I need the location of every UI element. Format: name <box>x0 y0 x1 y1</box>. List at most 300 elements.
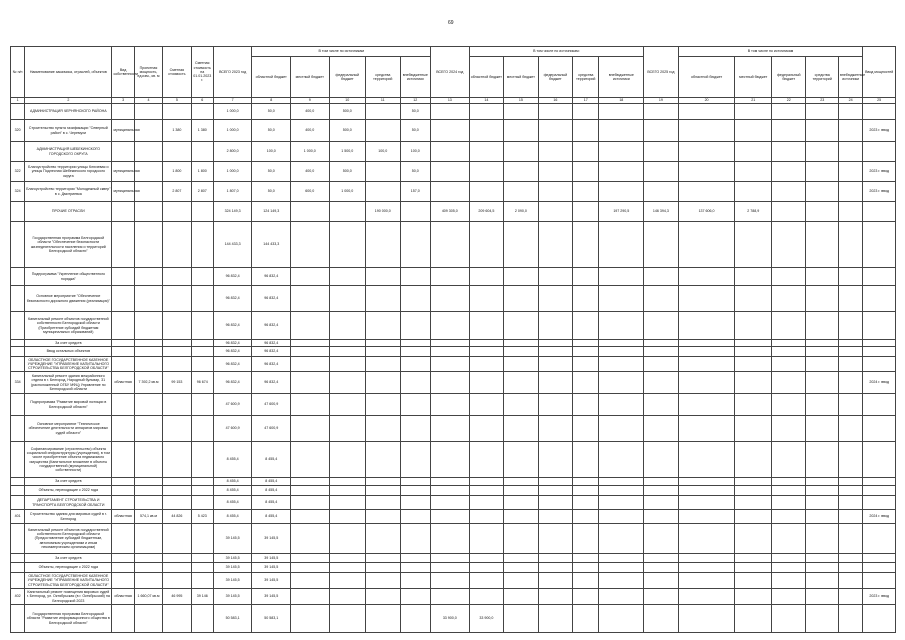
table-cell: 400,0 <box>290 104 329 120</box>
table-cell: муниципальная <box>112 162 134 182</box>
table-cell <box>838 286 862 312</box>
table-row <box>11 573 896 589</box>
table-cell <box>599 416 644 442</box>
table-cell <box>163 478 191 486</box>
table-cell <box>599 340 644 347</box>
table-cell <box>163 312 191 340</box>
table-cell: 2023 г. ввод <box>863 120 896 142</box>
table-cell <box>771 372 806 394</box>
table-cell: 39 145,5 <box>252 554 291 563</box>
table-cell <box>11 573 25 589</box>
table-cell <box>771 357 806 372</box>
table-cell <box>538 486 573 496</box>
table-cell <box>112 347 134 357</box>
table-cell <box>538 563 573 573</box>
table-cell <box>163 605 191 633</box>
table-cell: 50,0 <box>252 162 291 182</box>
table-cell <box>678 120 735 142</box>
table-cell <box>735 563 772 573</box>
table-cell <box>366 120 401 142</box>
table-cell <box>644 372 679 394</box>
table-cell <box>771 563 806 573</box>
table-cell <box>806 416 838 442</box>
table-cell: 2 090,0 <box>504 202 539 222</box>
table-cell <box>290 478 329 486</box>
table-cell <box>771 142 806 162</box>
col-header: областной бюджет <box>252 57 291 98</box>
table-cell <box>573 142 599 162</box>
table-cell <box>573 222 599 268</box>
table-cell <box>469 589 504 605</box>
table-cell <box>504 442 539 478</box>
table-cell <box>163 202 191 222</box>
table-cell <box>678 416 735 442</box>
table-cell: 500,0 <box>329 162 366 182</box>
table-cell <box>806 142 838 162</box>
table-cell <box>431 589 470 605</box>
table-cell <box>134 605 162 633</box>
table-cell <box>771 442 806 478</box>
row-title-cell: Ввод остальных объектов <box>25 347 112 357</box>
table-row <box>11 416 896 442</box>
table-cell <box>134 286 162 312</box>
table-cell <box>504 510 539 524</box>
table-cell: 50,0 <box>252 182 291 202</box>
table-cell <box>163 563 191 573</box>
table-cell <box>366 589 401 605</box>
table-cell <box>599 605 644 633</box>
table-cell <box>806 162 838 182</box>
table-cell <box>573 357 599 372</box>
table-row <box>11 605 896 633</box>
table-cell <box>11 416 25 442</box>
table-cell <box>863 286 896 312</box>
table-cell <box>134 357 162 372</box>
table-cell: 50 583,1 <box>252 605 291 633</box>
table-cell: 39 145,5 <box>213 524 252 554</box>
table-cell: 8 455,4 <box>252 478 291 486</box>
group-header-2025: В том числе по источникам <box>678 47 863 57</box>
page-number: 69 <box>448 20 454 26</box>
table-cell <box>838 510 862 524</box>
column-number: 13 <box>431 98 470 104</box>
table-row <box>11 347 896 357</box>
table-cell <box>599 357 644 372</box>
table-cell <box>290 563 329 573</box>
table-cell <box>431 372 470 394</box>
table-cell <box>504 478 539 486</box>
table-cell <box>538 510 573 524</box>
table-cell <box>573 372 599 394</box>
table-cell <box>838 202 862 222</box>
table-cell <box>863 442 896 478</box>
table-cell <box>735 486 772 496</box>
table-cell <box>469 510 504 524</box>
table-row <box>11 222 896 268</box>
table-cell <box>400 563 431 573</box>
col-header: Наименование заказчика, отраслей, объектов <box>25 47 112 98</box>
table-cell <box>838 162 862 182</box>
table-cell <box>112 478 134 486</box>
table-cell <box>806 554 838 563</box>
table-cell <box>838 142 862 162</box>
table-cell <box>573 510 599 524</box>
table-cell: 2 800,0 <box>213 142 252 162</box>
table-cell: 96 832,4 <box>213 357 252 372</box>
table-cell <box>112 416 134 442</box>
table-cell: 39 145,5 <box>213 589 252 605</box>
table-cell <box>573 573 599 589</box>
col-header: Ввод мощностей <box>863 47 896 98</box>
table-cell <box>771 416 806 442</box>
table-cell <box>504 605 539 633</box>
table-cell <box>431 416 470 442</box>
table-cell <box>400 340 431 347</box>
table-cell <box>599 524 644 554</box>
table-cell <box>573 312 599 340</box>
table-cell: 1 807,0 <box>213 182 252 202</box>
table-cell <box>771 524 806 554</box>
table-cell <box>644 510 679 524</box>
table-cell <box>191 496 213 510</box>
table-cell <box>329 202 366 222</box>
table-cell <box>644 524 679 554</box>
row-title-cell: Объекты, переходящие с 2022 года <box>25 563 112 573</box>
table-cell <box>599 496 644 510</box>
table-cell: 334 <box>11 372 25 394</box>
table-cell <box>538 268 573 286</box>
table-cell <box>504 486 539 496</box>
table-cell <box>11 486 25 496</box>
table-cell <box>735 573 772 589</box>
row-title-cell: Благоустройство территории улицы Ключевая и улицы Подлесная Шебекинского городского округа <box>25 162 112 182</box>
table-cell <box>11 340 25 347</box>
table-cell <box>838 486 862 496</box>
table-cell <box>163 104 191 120</box>
table-cell <box>134 496 162 510</box>
table-cell <box>290 605 329 633</box>
table-row <box>11 120 896 142</box>
table-cell: 400,0 <box>290 162 329 182</box>
table-cell <box>400 605 431 633</box>
table-cell <box>134 142 162 162</box>
table-cell <box>735 510 772 524</box>
table-cell <box>11 142 25 162</box>
table-cell <box>806 510 838 524</box>
table-cell <box>599 162 644 182</box>
table-cell <box>838 563 862 573</box>
table-row <box>11 442 896 478</box>
table-cell <box>400 372 431 394</box>
table-cell <box>771 589 806 605</box>
table-cell <box>329 510 366 524</box>
table-cell: 1 000,0 <box>290 142 329 162</box>
table-cell <box>290 573 329 589</box>
table-cell <box>112 104 134 120</box>
table-cell <box>771 510 806 524</box>
table-cell <box>290 357 329 372</box>
table-cell: 39 146 <box>191 589 213 605</box>
column-number: 9 <box>290 98 329 104</box>
table-cell <box>863 563 896 573</box>
table-cell <box>290 589 329 605</box>
table-cell <box>11 202 25 222</box>
table-cell <box>573 478 599 486</box>
table-cell <box>112 563 134 573</box>
table-cell <box>573 554 599 563</box>
row-title-cell: Основное мероприятие "Техническое обеспечение деятельности аппаратов мировых судей области" <box>25 416 112 442</box>
table-cell <box>771 478 806 486</box>
table-cell: 96 832,4 <box>213 286 252 312</box>
table-cell: 8 455,4 <box>252 442 291 478</box>
table-cell: 324 <box>11 182 25 202</box>
table-cell <box>735 162 772 182</box>
table-cell <box>504 162 539 182</box>
table-cell <box>678 104 735 120</box>
table-cell <box>678 573 735 589</box>
table-cell <box>735 605 772 633</box>
table-cell <box>599 510 644 524</box>
table-cell <box>11 524 25 554</box>
table-cell <box>366 496 401 510</box>
table-cell <box>11 104 25 120</box>
col-header: ВСЕГО 2025 год <box>644 47 679 98</box>
table-cell <box>599 573 644 589</box>
table-cell <box>678 347 735 357</box>
table-cell: 8 455,4 <box>213 510 252 524</box>
table-cell <box>863 104 896 120</box>
table-cell <box>599 589 644 605</box>
column-number: 23 <box>806 98 838 104</box>
table-cell: 1 500,0 <box>329 142 366 162</box>
table-cell <box>735 496 772 510</box>
table-cell <box>469 104 504 120</box>
col-header: Сметная стоимость <box>163 47 191 98</box>
col-header: внебюджетные источники <box>400 57 431 98</box>
table-cell <box>400 268 431 286</box>
table-cell <box>504 589 539 605</box>
table-cell: 401 <box>11 510 25 524</box>
table-cell <box>112 222 134 268</box>
table-cell <box>735 222 772 268</box>
column-number: 15 <box>504 98 539 104</box>
table-cell <box>771 554 806 563</box>
table-cell <box>678 605 735 633</box>
table-cell: 157,0 <box>400 182 431 202</box>
table-row <box>11 478 896 486</box>
table-cell <box>806 478 838 486</box>
col-header: внебюджетные источники <box>838 57 862 98</box>
table-row <box>11 312 896 340</box>
table-cell <box>538 416 573 442</box>
table-cell <box>838 442 862 478</box>
table-cell: 1 660,07 кв.м <box>134 589 162 605</box>
table-row <box>11 340 896 347</box>
table-cell <box>644 182 679 202</box>
table-cell <box>191 524 213 554</box>
table-cell <box>112 357 134 372</box>
table-cell <box>112 286 134 312</box>
table-cell <box>112 554 134 563</box>
table-cell: 8 455,4 <box>213 442 252 478</box>
group-header-2023: В том числе по источникам <box>252 47 431 57</box>
table-cell <box>329 286 366 312</box>
table-cell: 8 455,4 <box>213 486 252 496</box>
table-row <box>11 142 896 162</box>
table-cell <box>678 524 735 554</box>
table-cell <box>290 442 329 478</box>
table-cell <box>163 394 191 416</box>
table-cell <box>644 554 679 563</box>
table-cell <box>400 394 431 416</box>
table-cell <box>431 478 470 486</box>
table-cell <box>469 394 504 416</box>
table-cell <box>838 554 862 563</box>
table-cell <box>806 442 838 478</box>
table-cell <box>191 340 213 347</box>
table-cell <box>838 416 862 442</box>
column-number: 18 <box>599 98 644 104</box>
table-cell <box>329 486 366 496</box>
table-cell: 39 145,5 <box>252 573 291 589</box>
col-header: средства территорий <box>366 57 401 98</box>
table-cell <box>538 182 573 202</box>
table-cell <box>504 104 539 120</box>
table-cell <box>11 357 25 372</box>
table-cell <box>863 478 896 486</box>
table-cell <box>366 554 401 563</box>
table-cell <box>469 340 504 347</box>
table-cell <box>329 312 366 340</box>
table-cell <box>112 268 134 286</box>
col-header: областной бюджет <box>469 57 504 98</box>
table-cell <box>469 142 504 162</box>
table-cell <box>735 589 772 605</box>
table-cell <box>290 510 329 524</box>
table-cell <box>599 394 644 416</box>
table-cell <box>538 573 573 589</box>
table-cell: 44 826 <box>163 510 191 524</box>
table-cell <box>838 222 862 268</box>
table-cell <box>290 286 329 312</box>
table-cell: 100,0 <box>400 142 431 162</box>
table-cell <box>191 286 213 312</box>
table-cell: 50,0 <box>252 120 291 142</box>
table-cell <box>366 442 401 478</box>
table-cell <box>599 268 644 286</box>
table-cell <box>771 162 806 182</box>
table-cell <box>678 268 735 286</box>
table-cell: муниципальная <box>112 120 134 142</box>
table-row <box>11 496 896 510</box>
table-cell <box>806 286 838 312</box>
table-cell <box>678 478 735 486</box>
table-cell <box>838 182 862 202</box>
table-cell <box>573 162 599 182</box>
table-cell: 1 000,0 <box>213 162 252 182</box>
table-cell <box>329 357 366 372</box>
table-cell <box>329 442 366 478</box>
table-cell <box>504 268 539 286</box>
table-cell <box>644 286 679 312</box>
table-cell <box>806 563 838 573</box>
table-cell <box>863 573 896 589</box>
column-number: 14 <box>469 98 504 104</box>
table-cell <box>771 182 806 202</box>
table-cell <box>838 357 862 372</box>
table-cell <box>644 442 679 478</box>
table-cell <box>599 222 644 268</box>
table-cell <box>191 357 213 372</box>
table-cell <box>400 478 431 486</box>
table-cell <box>400 496 431 510</box>
table-cell <box>400 486 431 496</box>
table-cell <box>400 510 431 524</box>
table-cell <box>134 340 162 347</box>
table-cell: областная <box>112 589 134 605</box>
table-cell <box>329 268 366 286</box>
table-cell <box>771 222 806 268</box>
column-number: 7 <box>213 98 252 104</box>
table-cell <box>644 573 679 589</box>
column-number: 11 <box>366 98 401 104</box>
table-cell <box>366 268 401 286</box>
table-cell <box>538 589 573 605</box>
table-cell <box>469 357 504 372</box>
table-cell <box>573 416 599 442</box>
table-cell <box>573 202 599 222</box>
table-cell <box>112 496 134 510</box>
table-cell: 600,0 <box>290 182 329 202</box>
table-cell <box>431 573 470 589</box>
table-cell <box>191 202 213 222</box>
table-cell: 209 604,5 <box>469 202 504 222</box>
table-cell <box>538 442 573 478</box>
table-cell <box>644 589 679 605</box>
table-cell <box>599 563 644 573</box>
table-cell <box>573 104 599 120</box>
table-cell <box>431 286 470 312</box>
table-cell <box>863 312 896 340</box>
table-cell <box>191 347 213 357</box>
table-cell: 137 606,0 <box>678 202 735 222</box>
table-cell <box>329 605 366 633</box>
table-cell <box>11 347 25 357</box>
table-cell: 47 600,9 <box>213 394 252 416</box>
table-cell <box>469 554 504 563</box>
table-cell <box>366 286 401 312</box>
table-cell <box>863 554 896 563</box>
table-cell <box>863 605 896 633</box>
table-cell <box>599 286 644 312</box>
table-cell: 1 800 <box>191 162 213 182</box>
table-cell <box>538 605 573 633</box>
table-cell: 39 145,5 <box>252 589 291 605</box>
table-cell <box>735 442 772 478</box>
table-cell <box>400 554 431 563</box>
table-row <box>11 524 896 554</box>
table-cell: 96 832,4 <box>213 312 252 340</box>
column-number: 25 <box>863 98 896 104</box>
col-header: федеральный бюджет <box>771 57 806 98</box>
table-cell <box>400 589 431 605</box>
table-cell <box>771 120 806 142</box>
table-cell: 144 433,3 <box>252 222 291 268</box>
table-cell <box>329 372 366 394</box>
table-cell: 124 149,3 <box>252 202 291 222</box>
table-cell <box>134 573 162 589</box>
table-cell <box>112 312 134 340</box>
